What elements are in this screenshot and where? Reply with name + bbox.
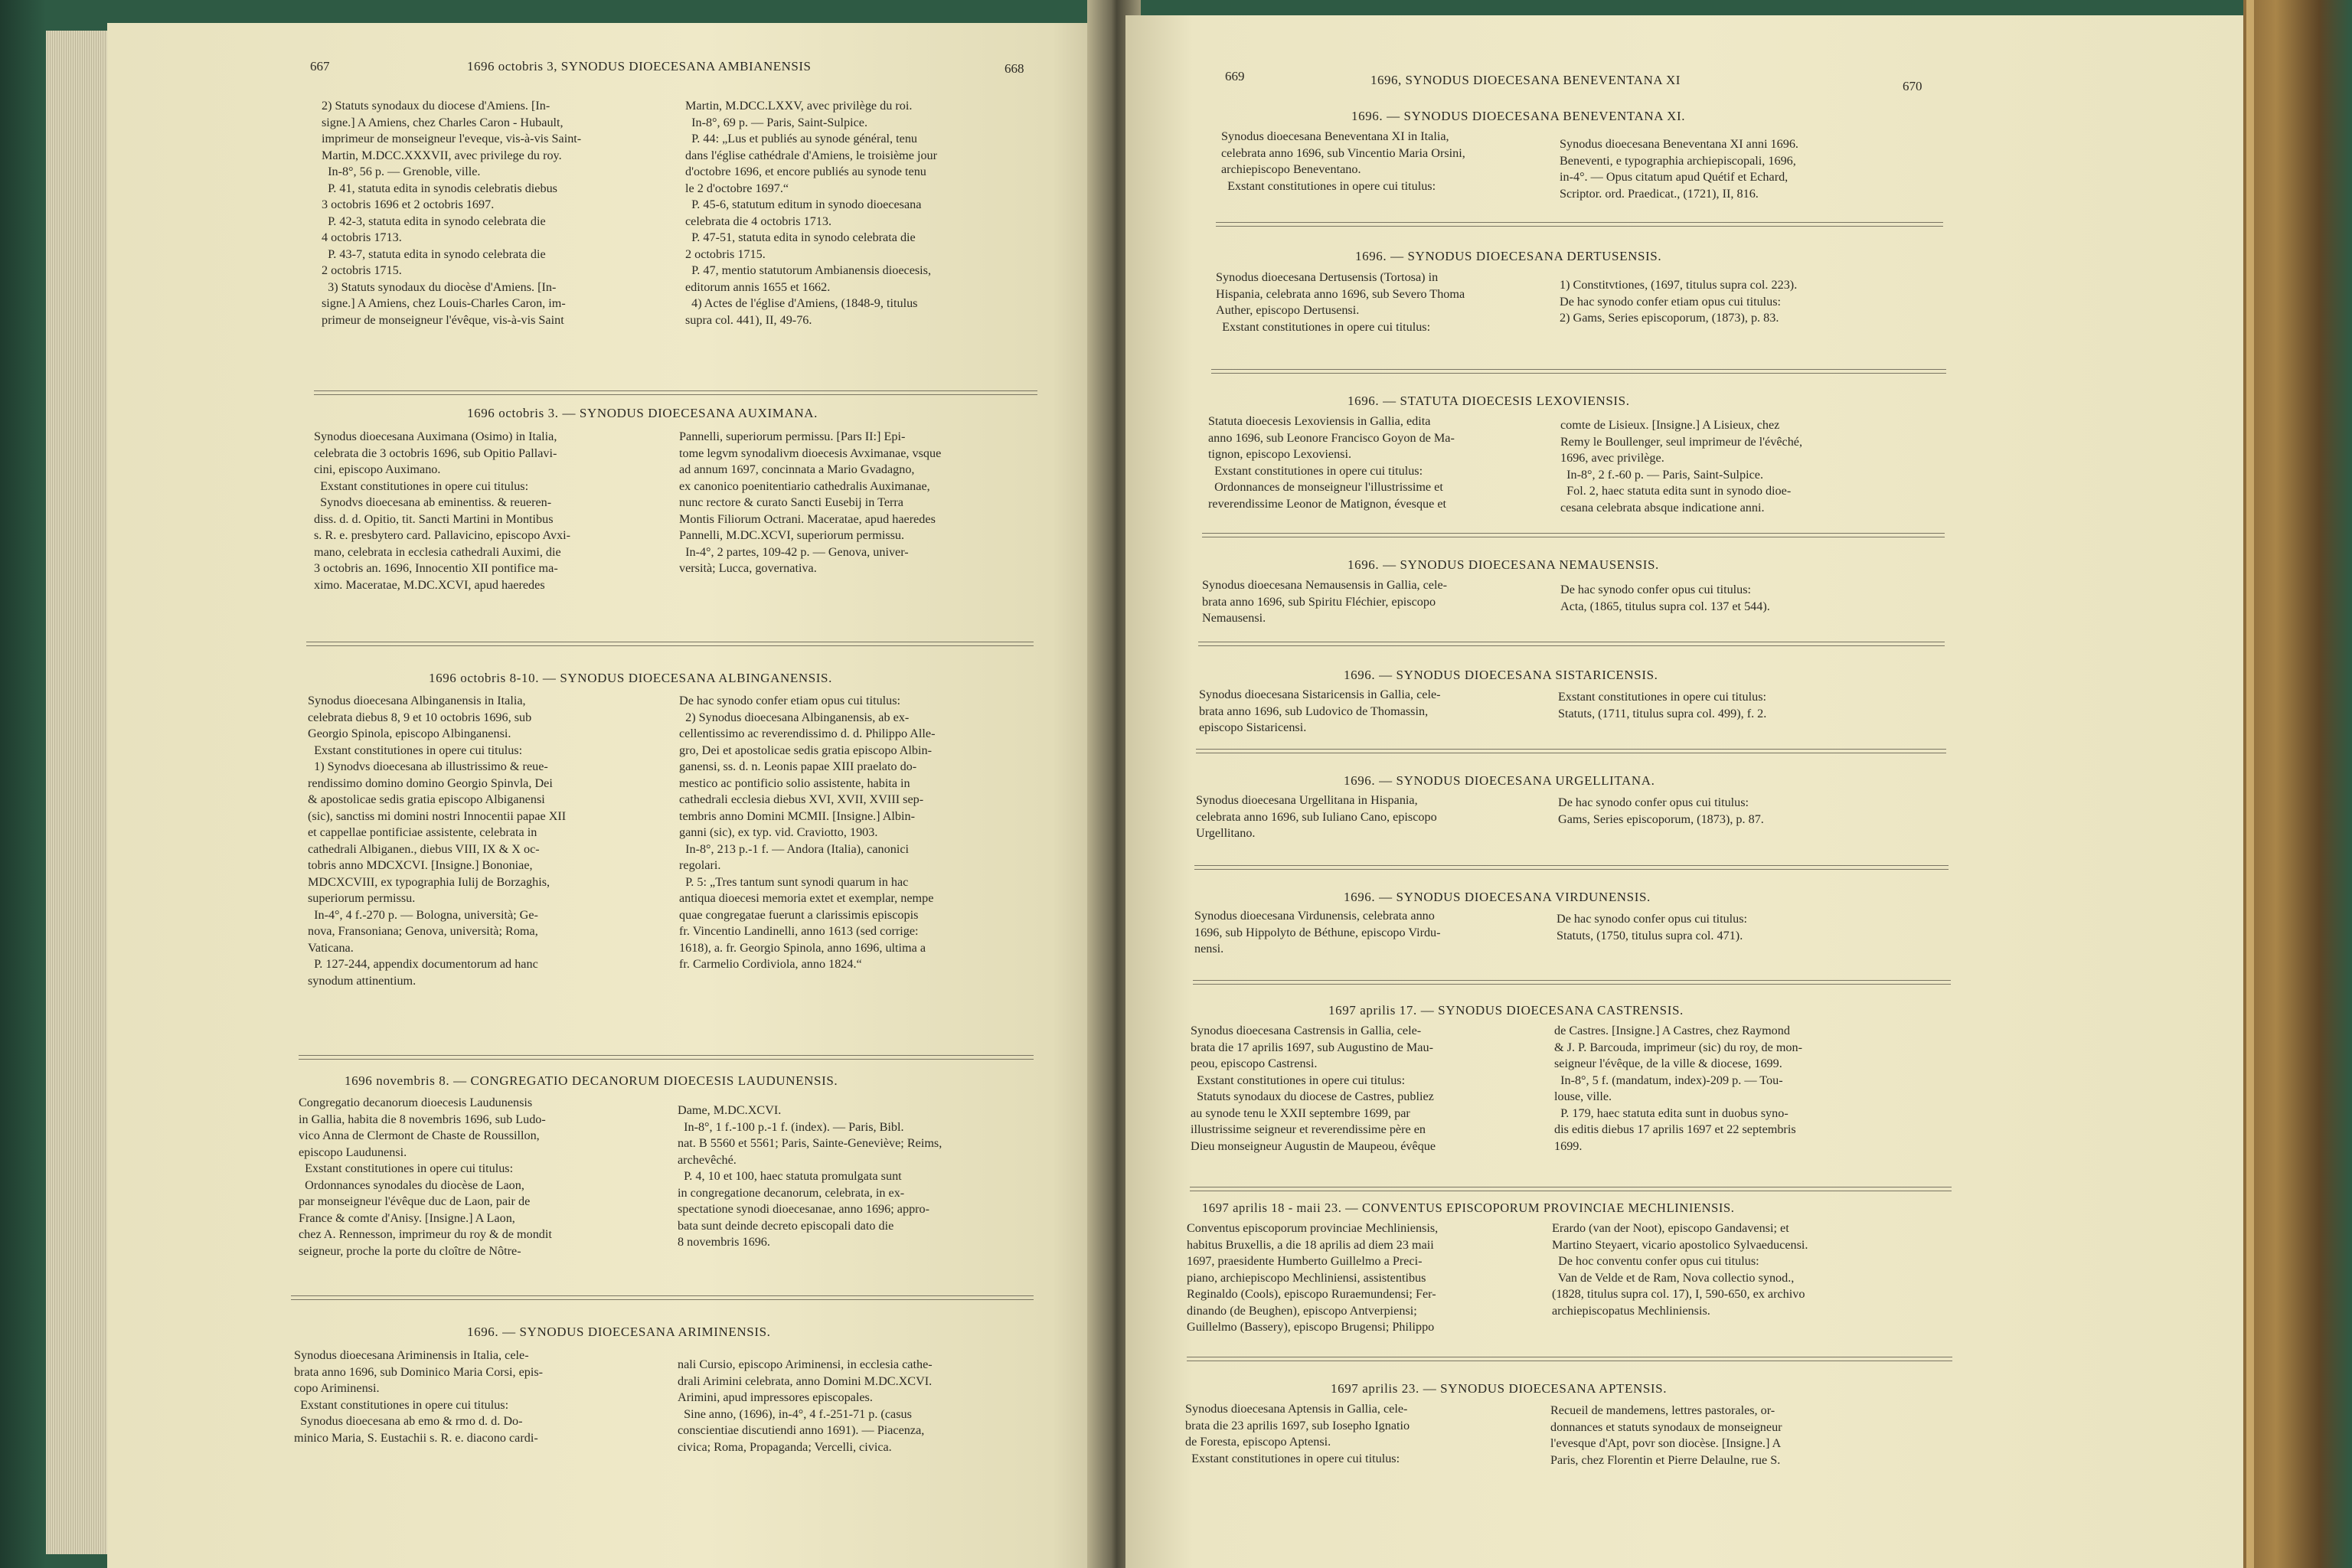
text-line: 3 octobris 1696 et 2 octobris 1697. bbox=[322, 198, 495, 211]
text-line: In-8°, 56 p. — Grenoble, ville. bbox=[322, 165, 481, 178]
text-line: celebrata die 4 octobris 1713. bbox=[685, 214, 832, 228]
text-line: archiepiscopatus Mechliniensis. bbox=[1552, 1303, 1710, 1318]
entry-col-2 bbox=[1558, 689, 1766, 722]
text-line: MDCXCVIII, ex typographia Iulij de Borzaghis, bbox=[308, 874, 550, 889]
text-line: episcopo Sistaricensi. bbox=[1199, 720, 1307, 734]
text-line: P. 127-244, appendix documentorum ad hanc bbox=[308, 957, 538, 971]
text-line: P. 42-3, statuta edita in synodo celebrata die bbox=[322, 214, 546, 228]
text-line: Gams, Series episcoporum, (1873), p. 87. bbox=[1558, 812, 1764, 826]
text-line: Arimini, apud impressores episcopales. bbox=[678, 1390, 873, 1404]
text-line: Congregatio decanorum dioecesis Laudunensis bbox=[299, 1096, 533, 1109]
text-line: chez A. Rennesson, imprimeur du roy & de mondit bbox=[299, 1227, 552, 1241]
text-line: In-8°, 1 f.-100 p.-1 f. (index). — Paris, Bibl. bbox=[678, 1119, 904, 1134]
text-line: drali Arimini celebrata, anno Domini M.DC.XCVI. bbox=[678, 1374, 933, 1388]
text-line: Pannelli, M.DC.XCVI, superiorum permissu. bbox=[679, 528, 905, 542]
text-line: celebrata anno 1696, sub Iuliano Cano, episcopo bbox=[1196, 809, 1437, 824]
text-line: fr. Vincentio Landinelli, anno 1613 (sed corrige: bbox=[679, 924, 919, 938]
text-line: De hac synodo confer etiam opus cui titulus: bbox=[1560, 294, 1782, 309]
text-line: Synodus dioecesana Nemausensis in Gallia, cele- bbox=[1202, 578, 1448, 592]
text-line: & apostolicae sedis gratia episcopo Albiganensi bbox=[308, 792, 545, 806]
text-line: De hac synodo confer opus cui titulus: bbox=[1560, 583, 1752, 596]
entry-heading: 1696. — SYNODUS DIOECESANA URGELLITANA. bbox=[1344, 773, 1655, 788]
text-line: cathedrali ecclesia diebus XVI, XVII, XVIII sep- bbox=[679, 792, 924, 806]
text-line: synodum attinentium. bbox=[308, 973, 416, 988]
text-line: Montis Filiorum Octrani. Maceratae, apud haeredes bbox=[679, 511, 936, 526]
text-line: piano, archiepiscopo Mechliniensi, assistentibus bbox=[1187, 1270, 1426, 1285]
text-line: Exstant constitutiones in opere cui titulus: bbox=[1558, 690, 1767, 704]
text-line: le 2 d'octobre 1697.“ bbox=[685, 181, 789, 195]
entry-col-1 bbox=[1208, 413, 1455, 512]
left-page bbox=[107, 23, 1102, 1568]
text-line: ganensi, ss. d. n. Leonis papae XIII praelato do- bbox=[679, 760, 917, 773]
text-line: nova, Fransoniana; Genova, università; Roma, bbox=[308, 924, 538, 938]
text-line: Scriptor. ord. Praedicat., (1721), II, 816. bbox=[1560, 186, 1759, 201]
text-line: P. 47, mentio statutorum Ambianensis dioecesis, bbox=[685, 263, 932, 277]
text-line: P. 47-51, statuta edita in synodo celebrata die bbox=[685, 230, 916, 244]
text-line: 8 novembris 1696. bbox=[678, 1235, 770, 1249]
text-line: Statuta dioecesis Lexoviensis in Gallia, edita bbox=[1208, 414, 1431, 428]
text-line: Dame, M.DC.XCVI. bbox=[678, 1103, 782, 1117]
text-line: Georgio Spinola, episcopo Albinganensi. bbox=[308, 727, 511, 740]
text-line: tembris anno Domini MCMII. [Insigne.] Albin- bbox=[679, 808, 915, 823]
text-line: Exstant constitutiones in opere cui titulus: bbox=[1208, 463, 1423, 478]
text-line: d'octobre 1696, et encore publiés au synode tenu bbox=[685, 165, 926, 178]
text-line: 4) Actes de l'église d'Amiens, (1848-9, titulus bbox=[685, 296, 918, 310]
text-line: Statuts, (1750, titulus supra col. 471). bbox=[1557, 928, 1743, 942]
text-line: louse, ville. bbox=[1554, 1089, 1612, 1103]
text-line: imprimeur de monseigneur l'eveque, vis-à-vis Saint- bbox=[322, 132, 582, 145]
entry-col-1 bbox=[299, 1095, 552, 1259]
text-line: cini, episcopo Auximano. bbox=[314, 462, 441, 476]
text-line: In-8°, 5 f. (mandatum, index)-209 p. — Tou- bbox=[1554, 1073, 1783, 1087]
text-line: ad annum 1697, concinnata a Mario Gvadagno, bbox=[679, 462, 915, 476]
top-col-1 bbox=[322, 98, 581, 328]
text-line: brata anno 1696, sub Spiritu Fléchier, episcopo bbox=[1202, 594, 1436, 609]
text-line: 3) Statuts synodaux du diocèse d'Amiens. [In- bbox=[322, 279, 557, 294]
entry-heading: 1696. — SYNODUS DIOECESANA BENEVENTANA XI. bbox=[1351, 109, 1686, 123]
text-line: rendissimo domino domino Georgio Spinvla, Dei bbox=[308, 776, 553, 790]
text-line: P. 4, 10 et 100, haec statuta promulgata sunt bbox=[678, 1169, 902, 1183]
text-line: diss. d. d. Opitio, tit. Sancti Martini in Montibus bbox=[314, 511, 554, 526]
text-line: civica; Roma, Propaganda; Vercelli, civica. bbox=[678, 1439, 892, 1454]
text-line: Martin, M.DCC.LXXV, avec privilège du roi. bbox=[685, 99, 913, 113]
right-page bbox=[1125, 15, 2243, 1568]
text-line: l'evesque d'Apt, povr son diocèse. [Insigne.] A bbox=[1550, 1436, 1782, 1450]
text-line: Remy le Boullenger, seul imprimeur de l'évêché, bbox=[1560, 434, 1803, 449]
text-line: Conventus episcoporum provinciae Mechliniensis, bbox=[1187, 1221, 1439, 1235]
text-line: tignon, episcopo Lexoviensi. bbox=[1208, 447, 1352, 461]
text-line: Fol. 2, haec statuta edita sunt in synodo dioe- bbox=[1560, 484, 1792, 498]
text-line: Sine anno, (1696), in-4°, 4 f.-251-71 p. (casus bbox=[678, 1406, 912, 1421]
text-line: antiqua dioecesi memoria extet et exemplar, nempe bbox=[679, 891, 934, 905]
text-line: nensi. bbox=[1194, 942, 1224, 956]
text-line: comte de Lisieux. [Insigne.] A Lisieux, chez bbox=[1560, 418, 1780, 432]
text-line: 1696, avec privilège. bbox=[1560, 451, 1664, 465]
text-line: Dieu monseigneur Augustin de Maupeou, évêque bbox=[1191, 1138, 1436, 1153]
text-line: 1618), a. fr. Georgio Spinola, anno 1696, ultima a bbox=[679, 940, 926, 955]
text-line: De hac synodo confer etiam opus cui titulus: bbox=[679, 694, 901, 707]
text-line: versità; Lucca, governativa. bbox=[679, 561, 817, 575]
text-line: cesana celebrata absque indicatione anni. bbox=[1560, 500, 1765, 514]
text-line: Van de Velde et de Ram, Nova collectio synod., bbox=[1552, 1270, 1795, 1285]
text-line: brata anno 1696, sub Ludovico de Thomassin, bbox=[1199, 704, 1429, 718]
text-line: Exstant constitutiones in opere cui titulus: bbox=[299, 1161, 514, 1175]
text-line: Synodus dioecesana Aptensis in Gallia, cele- bbox=[1185, 1402, 1408, 1416]
text-line: France & comte d'Anisy. [Insigne.] A Laon, bbox=[299, 1210, 515, 1225]
text-line: Synodus dioecesana Ariminensis in Italia, cele- bbox=[294, 1348, 529, 1362]
text-line: signe.] A Amiens, chez Louis-Charles Caron, im- bbox=[322, 296, 566, 310]
text-line: supra col. 441), II, 49-76. bbox=[685, 312, 812, 327]
entry-col-1 bbox=[308, 693, 566, 989]
text-line: Exstant constitutiones in opere cui titulus: bbox=[294, 1397, 509, 1412]
text-line: brata anno 1696, sub Dominico Maria Corsi, epis- bbox=[294, 1364, 544, 1379]
text-line: in-4°. — Opus citatum apud Quétif et Echard, bbox=[1560, 170, 1788, 184]
text-line: et cappellae pontificiae assistente, celebrata in bbox=[308, 825, 537, 839]
section-divider bbox=[1194, 865, 1949, 870]
text-line: Exstant constitutiones in opere cui titulus: bbox=[1185, 1451, 1400, 1465]
running-head-left: 1696 octobris 3, SYNODUS DIOECESANA AMBIANENSIS bbox=[467, 59, 812, 74]
page-number-668: 668 bbox=[1004, 61, 1024, 76]
text-line: au synode tenu le XXII septembre 1699, par bbox=[1191, 1106, 1410, 1120]
text-line: seigneur, proche la porte du cloître de Nôtre- bbox=[299, 1243, 521, 1258]
text-line: ganni (sic), ex typ. vid. Craviotto, 1903. bbox=[679, 825, 878, 839]
text-line: Martino Steyaert, vicario apostolico Sylvaeducensi. bbox=[1552, 1237, 1808, 1252]
entry-col-1 bbox=[1194, 908, 1441, 958]
text-line: 1699. bbox=[1554, 1138, 1583, 1153]
text-line: 4 octobris 1713. bbox=[322, 230, 402, 244]
entry-heading: 1696. — SYNODUS DIOECESANA SISTARICENSIS. bbox=[1344, 668, 1658, 682]
entry-col-1 bbox=[1221, 129, 1465, 194]
section-divider bbox=[291, 1295, 1034, 1300]
section-divider bbox=[306, 642, 1034, 646]
entry-heading: 1696 novembris 8. — CONGREGATIO DECANORUM DIOECESIS LAUDUNENSIS. bbox=[345, 1073, 838, 1088]
page-number-667: 667 bbox=[310, 59, 330, 74]
entry-col-2 bbox=[1560, 136, 1798, 202]
text-line: Synodus dioecesana Castrensis in Gallia, cele- bbox=[1191, 1024, 1422, 1037]
entry-col-1 bbox=[314, 429, 570, 593]
entry-col-1 bbox=[1185, 1401, 1410, 1467]
text-line: 2) Statuts synodaux du diocese d'Amiens. [In- bbox=[322, 99, 550, 113]
text-line: dinando (de Beughen), episcopo Antverpiensi; bbox=[1187, 1303, 1417, 1318]
entry-heading: 1696. — SYNODUS DIOECESANA NEMAUSENSIS. bbox=[1348, 557, 1659, 572]
text-line: Urgellitano. bbox=[1196, 826, 1256, 840]
text-line: In-8°, 69 p. — Paris, Saint-Sulpice. bbox=[685, 115, 868, 129]
section-divider bbox=[314, 390, 1037, 395]
text-line: nat. B 5560 et 5561; Paris, Sainte-Geneviève; Reims, bbox=[678, 1136, 942, 1150]
text-line: 1) Synodvs dioecesana ab illustrissimo & reue- bbox=[308, 760, 548, 773]
text-line: Martin, M.DCC.XXXVII, avec privilege du roy. bbox=[322, 148, 562, 162]
top-col-2 bbox=[685, 98, 937, 328]
section-divider bbox=[1193, 980, 1951, 985]
text-line: Ordonnances de monseigneur l'illustrissime et bbox=[1208, 480, 1443, 494]
page-number-670: 670 bbox=[1903, 79, 1922, 93]
entry-heading: 1696 octobris 8-10. — SYNODUS DIOECESANA ALBINGANENSIS. bbox=[429, 671, 832, 685]
text-line: Exstant constitutiones in opere cui titulus: bbox=[1216, 319, 1431, 334]
entry-col-1 bbox=[294, 1348, 543, 1446]
text-line: Synodus dioecesana ab emo & rmo d. d. Do- bbox=[294, 1414, 523, 1428]
text-line: Synodus dioecesana Virdunensis, celebrata anno bbox=[1194, 909, 1435, 923]
text-line: copo Ariminensi. bbox=[294, 1381, 380, 1395]
section-divider bbox=[1216, 222, 1943, 227]
text-line: seigneur l'évêque, de la ville & diocese, 1699. bbox=[1554, 1057, 1782, 1070]
text-line: Synodus dioecesana Dertusensis (Tortosa) in bbox=[1216, 270, 1439, 284]
text-line: minico Maria, S. Eustachii s. R. e. diacono cardi- bbox=[294, 1430, 538, 1445]
text-line: Ordonnances synodales du diocèse de Laon, bbox=[299, 1178, 524, 1192]
text-line: 1) Constitvtiones, (1697, titulus supra col. 223). bbox=[1560, 278, 1798, 292]
entry-heading: 1697 aprilis 17. — SYNODUS DIOECESANA CASTRENSIS. bbox=[1328, 1003, 1684, 1018]
text-line: P. 45-6, statutum editum in synodo dioecesana bbox=[685, 198, 922, 211]
text-line: episcopo Laudunensi. bbox=[299, 1145, 407, 1159]
text-line: in Gallia, habita die 8 novembris 1696, sub Ludo- bbox=[299, 1112, 546, 1126]
text-line: P. 41, statuta edita in synodis celebratis diebus bbox=[322, 181, 557, 195]
text-line: 2) Gams, Series episcoporum, (1873), p. 83. bbox=[1560, 311, 1779, 325]
text-line: superiorum permissu. bbox=[308, 891, 416, 905]
text-line: Synodvs dioecesana ab eminentiss. & reueren- bbox=[314, 495, 552, 509]
section-divider bbox=[1211, 369, 1946, 374]
entry-col-2 bbox=[679, 693, 935, 973]
text-line: ximo. Maceratae, M.DC.XCVI, apud haeredes bbox=[314, 577, 545, 592]
text-line: Synodus dioecesana Beneventana XI anni 1696. bbox=[1560, 137, 1798, 151]
text-line: primeur de monseigneur l'évêque, vis-à-vis Saint bbox=[322, 312, 564, 327]
text-line: Statuts synodaux du diocese de Castres, publiez bbox=[1191, 1089, 1434, 1103]
text-line: Acta, (1865, titulus supra col. 137 et 544). bbox=[1560, 599, 1770, 613]
entry-col-2 bbox=[1554, 1023, 1802, 1155]
section-divider bbox=[299, 1055, 1034, 1060]
text-line: gro, Dei et apostolicae sedis gratia episcopo Albin- bbox=[679, 743, 932, 757]
running-head-right: 1696, SYNODUS DIOECESANA BENEVENTANA XI bbox=[1370, 73, 1681, 87]
text-line: par monseigneur l'évêque duc de Laon, pair de bbox=[299, 1194, 531, 1208]
text-line: Synodus dioecesana Sistaricensis in Gallia, cele- bbox=[1199, 688, 1441, 701]
text-line: Synodus dioecesana Beneventana XI in Italia, bbox=[1221, 129, 1449, 143]
text-line: cathedrali Albiganen., diebus VIII, IX & X oc- bbox=[308, 841, 540, 856]
text-line: regolari. bbox=[679, 858, 721, 872]
page-edges bbox=[46, 31, 115, 1554]
text-line: tome legvm synodalivm dioecesis Avximanae, vsque bbox=[679, 446, 942, 460]
text-line: habitus Bruxellis, a die 18 aprilis ad diem 23 maii bbox=[1187, 1237, 1434, 1252]
text-line: conscientiae discutiendi anno 1691). — Piacenza, bbox=[678, 1423, 925, 1437]
text-line: Auther, episcopo Dertusensi. bbox=[1216, 303, 1360, 317]
text-line: (sic), sanctiss mi domini nostri Innocentii papae XII bbox=[308, 808, 567, 823]
text-line: Synodus dioecesana Albinganensis in Italia, bbox=[308, 694, 526, 707]
entry-col-2 bbox=[1558, 795, 1764, 828]
desk-left bbox=[0, 0, 46, 1568]
text-line: illustrissime seigneur et reverendissime père en bbox=[1191, 1122, 1426, 1136]
text-line: mestico ac pontificio solio assistente, habita in bbox=[679, 776, 910, 790]
entry-heading: 1696 octobris 3. — SYNODUS DIOECESANA AUXIMANA. bbox=[467, 406, 818, 420]
text-line: reverendissime Leonor de Matignon, évesque et bbox=[1208, 496, 1447, 511]
entry-col-1 bbox=[1216, 270, 1465, 335]
text-line: fr. Carmelio Cordiviola, anno 1824.“ bbox=[679, 957, 862, 971]
section-divider bbox=[1198, 642, 1945, 646]
entry-heading: 1696. — SYNODUS DIOECESANA DERTUSENSIS. bbox=[1355, 249, 1662, 263]
text-line: archevêché. bbox=[678, 1152, 737, 1167]
text-line: Reginaldo (Cools), episcopo Ruraemundensi; Fer- bbox=[1187, 1287, 1436, 1301]
text-line: ex canonico poenitentiario cathedralis Auximanae, bbox=[679, 479, 930, 493]
text-line: Pannelli, superiorum permissu. [Pars II:] Epi- bbox=[679, 430, 906, 443]
text-line: nunc rectore & curato Sancti Eusebij in Terra bbox=[679, 495, 903, 509]
entry-col-1 bbox=[1187, 1220, 1438, 1336]
entry-col-2 bbox=[1552, 1220, 1808, 1319]
text-line: celebrata diebus 8, 9 et 10 octobris 1696, sub bbox=[308, 710, 532, 724]
entry-col-2 bbox=[1550, 1403, 1782, 1468]
section-divider bbox=[1202, 533, 1945, 537]
entry-col-1 bbox=[1199, 687, 1441, 737]
entry-col-2 bbox=[679, 429, 941, 577]
entry-heading: 1697 aprilis 18 - maii 23. — CONVENTUS EPISCOPORUM PROVINCIAE MECHLINIENSIS. bbox=[1202, 1200, 1735, 1215]
text-line: 2 octobris 1715. bbox=[322, 263, 402, 277]
text-line: tobris anno MDCXCVI. [Insigne.] Bononiae, bbox=[308, 858, 533, 872]
entry-col-2 bbox=[1560, 417, 1802, 516]
text-line: spectatione synodi dioecesanae, anno 1696; appro- bbox=[678, 1202, 930, 1216]
entry-col-2 bbox=[1557, 911, 1747, 944]
text-line: In-4°, 2 partes, 109-42 p. — Genova, univer- bbox=[679, 544, 909, 559]
text-line: in congregatione decanorum, celebrata, in ex- bbox=[678, 1185, 905, 1200]
text-line: brata die 17 aprilis 1697, sub Augustino de Mau- bbox=[1191, 1040, 1433, 1054]
text-line: De hac synodo confer opus cui titulus: bbox=[1557, 912, 1748, 926]
text-line: 2) Synodus dioecesana Albinganensis, ab ex- bbox=[679, 710, 910, 724]
text-line: P. 44: „Lus et publiés au synode général, tenu bbox=[685, 132, 918, 145]
text-line: (1828, titulus supra col. 17), I, 590-650, ex archivo bbox=[1552, 1287, 1805, 1301]
text-line: & J. P. Barcouda, imprimeur (sic) du roy, de mon- bbox=[1554, 1040, 1802, 1054]
text-line: dis editis diebus 17 aprilis 1697 et 22 septembris bbox=[1554, 1122, 1796, 1136]
entry-col-1 bbox=[1191, 1023, 1436, 1155]
entry-heading: 1696. — SYNODUS DIOECESANA VIRDUNENSIS. bbox=[1344, 890, 1651, 904]
section-divider bbox=[1187, 1357, 1952, 1361]
text-line: brata die 23 aprilis 1697, sub Iosepho Ignatio bbox=[1185, 1418, 1410, 1432]
text-line: vico Anna de Clermont de Chaste de Roussillon, bbox=[299, 1129, 540, 1142]
text-line: Recueil de mandemens, lettres pastorales, or- bbox=[1550, 1403, 1775, 1417]
text-line: archiepiscopo Beneventano. bbox=[1221, 162, 1361, 176]
entry-col-2 bbox=[678, 1357, 933, 1455]
text-line: De hoc conventu confer opus cui titulus: bbox=[1552, 1254, 1759, 1268]
text-line: Beneventi, e typographia archiepiscopali, 1696, bbox=[1560, 153, 1796, 168]
text-line: de Castres. [Insigne.] A Castres, chez Raymond bbox=[1554, 1024, 1790, 1037]
text-line: cellentissimo ac reverendissimo d. d. Philippo Alle- bbox=[679, 727, 936, 740]
text-line: dans l'église cathédrale d'Amiens, le troisième jour bbox=[685, 148, 938, 162]
text-line: P. 5: „Tres tantum sunt synodi quarum in hac bbox=[679, 874, 909, 889]
text-line: 1696, sub Hippolyto de Béthune, episcopo Virdu- bbox=[1194, 925, 1441, 939]
text-line: Paris, chez Florentin et Pierre Delaulne, rue S. bbox=[1550, 1452, 1781, 1467]
entry-col-2 bbox=[678, 1102, 942, 1251]
text-line: Hispania, celebrata anno 1696, sub Severo Thoma bbox=[1216, 286, 1465, 301]
section-divider bbox=[1190, 1187, 1952, 1191]
entry-col-2 bbox=[1560, 277, 1797, 327]
text-line: De hac synodo confer opus cui titulus: bbox=[1558, 795, 1749, 809]
entry-heading: 1696. — STATUTA DIOECESIS LEXOVIENSIS. bbox=[1348, 394, 1630, 408]
text-line: P. 43-7, statuta edita in synodo celebrata die bbox=[322, 247, 546, 261]
text-line: donnances et statuts synodaux de monseigneur bbox=[1550, 1419, 1782, 1434]
text-line: In-8°, 2 f.-60 p. — Paris, Saint-Sulpice. bbox=[1560, 467, 1763, 482]
text-line: celebrata anno 1696, sub Vincentio Maria Orsini, bbox=[1221, 145, 1465, 160]
text-line: In-4°, 4 f.-270 p. — Bologna, università; Ge- bbox=[308, 907, 538, 922]
text-line: Exstant constitutiones in opere cui titulus: bbox=[1221, 178, 1436, 193]
text-line: Synodus dioecesana Auximana (Osimo) in Italia, bbox=[314, 430, 557, 443]
text-line: Guillelmo (Bassery), episcopo Brugensi; Philippo bbox=[1187, 1320, 1435, 1334]
cover-edge bbox=[2246, 0, 2254, 1568]
text-line: celebrata die 3 octobris 1696, sub Opitio Pallavi- bbox=[314, 446, 557, 460]
text-line: nali Cursio, episcopo Ariminensi, in ecclesia cathe- bbox=[678, 1357, 933, 1371]
text-line: In-8°, 213 p.-1 f. — Andora (Italia), canonici bbox=[679, 841, 910, 856]
text-line: P. 179, haec statuta edita sunt in duobus syno- bbox=[1554, 1106, 1788, 1120]
text-line: Exstant constitutiones in opere cui titulus: bbox=[1191, 1073, 1406, 1087]
text-line: de Foresta, episcopo Aptensi. bbox=[1185, 1435, 1331, 1449]
text-line: 1697, praesidente Humberto Guillelmo a Preci- bbox=[1187, 1254, 1423, 1268]
text-line: Nemausensi. bbox=[1202, 611, 1266, 625]
text-line: Erardo (van der Noot), episcopo Gandavensi; et bbox=[1552, 1221, 1789, 1235]
text-line: Statuts, (1711, titulus supra col. 499), f. 2. bbox=[1558, 706, 1767, 720]
text-line: mano, celebrata in ecclesia cathedrali Auximi, die bbox=[314, 544, 561, 559]
text-line: Synodus dioecesana Urgellitana in Hispania, bbox=[1196, 793, 1418, 807]
text-line: 3 octobris an. 1696, Innocentio XII pontifice ma- bbox=[314, 561, 558, 575]
entry-heading: 1697 aprilis 23. — SYNODUS DIOECESANA APTENSIS. bbox=[1331, 1381, 1668, 1396]
text-line: Exstant constitutiones in opere cui titulus: bbox=[314, 479, 529, 493]
text-line: signe.] A Amiens, chez Charles Caron - Hubault, bbox=[322, 115, 564, 129]
text-line: s. R. e. presbytero card. Pallavicino, episcopo Avxi- bbox=[314, 528, 571, 542]
page-number-669: 669 bbox=[1225, 69, 1245, 83]
text-line: 2 octobris 1715. bbox=[685, 247, 766, 261]
entry-col-2 bbox=[1560, 582, 1770, 615]
text-line: quae congregatae fuerunt a clarissimis episcopis bbox=[679, 907, 919, 922]
text-line: Vaticana. bbox=[308, 940, 354, 955]
entry-col-1 bbox=[1202, 577, 1447, 627]
entry-col-1 bbox=[1196, 792, 1437, 842]
text-line: editorum annis 1655 et 1662. bbox=[685, 279, 831, 294]
section-divider bbox=[1196, 749, 1946, 753]
entry-heading: 1696. — SYNODUS DIOECESANA ARIMINENSIS. bbox=[467, 1325, 771, 1339]
text-line: Exstant constitutiones in opere cui titulus: bbox=[308, 743, 523, 757]
text-line: peou, episcopo Castrensi. bbox=[1191, 1057, 1318, 1070]
text-line: anno 1696, sub Leonore Francisco Goyon de Ma- bbox=[1208, 430, 1455, 445]
text-line: bata sunt deinde decreto episcopali dato die bbox=[678, 1218, 894, 1233]
book-cover bbox=[2243, 0, 2352, 1568]
